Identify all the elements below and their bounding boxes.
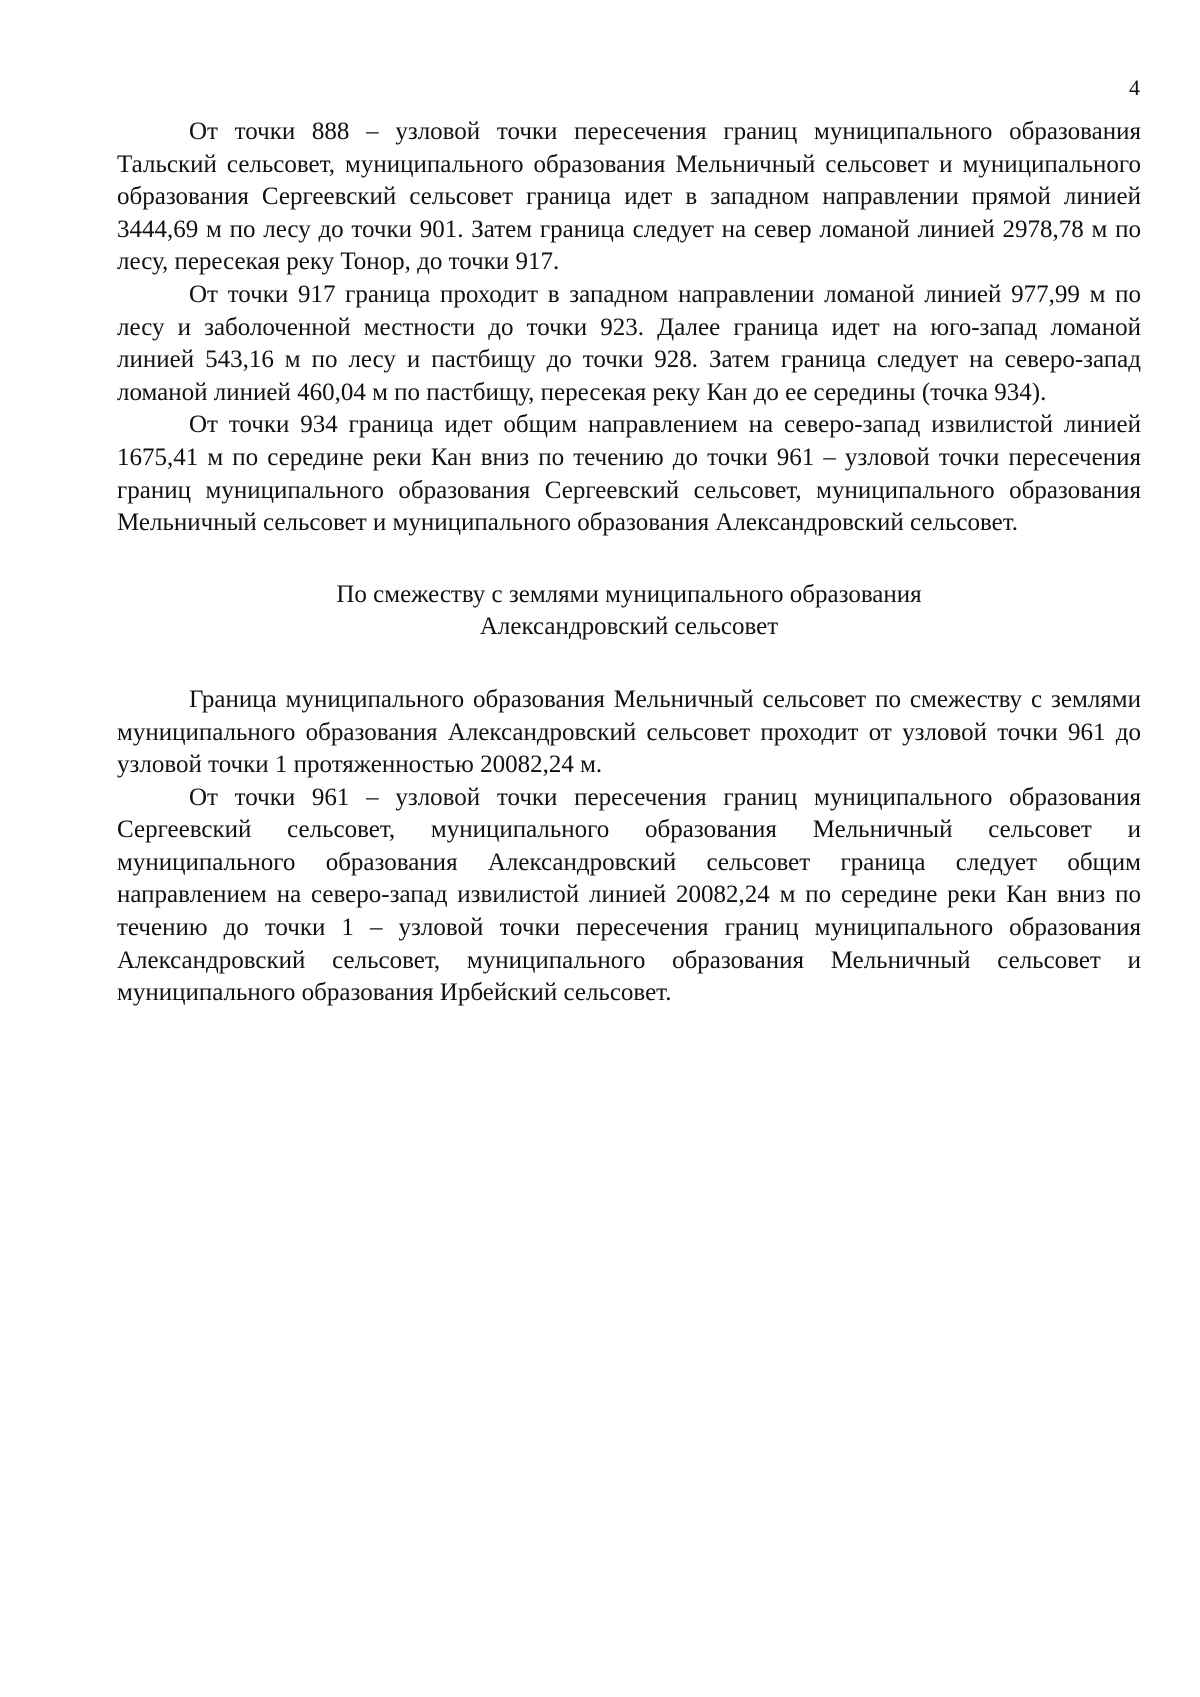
paragraph: От точки 888 – узловой точки пересечения границ муниципального образования Тальский сельсовет, муниципального образования Мельничный сельсовет и муниципального образования Сергеевский сельсовет граница идет в западном направлении прямой линией 3444,69 м по лесу до точки 901. Затем граница следует на север ломаной линией 2978,78 м по лесу, пересекая реку Тонор, до точки 917. xyxy=(117,118,1141,276)
paragraph: От точки 934 граница идет общим направлением на северо-запад извилистой линией 1675,41 м по середине реки Кан вниз по течению до точки 961 – узловой точки пересечения границ муниципального образования Сергеевский сельсовет, муниципального образования Мельничный сельсовет и муниципального образования Александровский сельсовет. xyxy=(117,411,1141,537)
paragraph: От точки 961 – узловой точки пересечения границ муниципального образования Сергеевский сельсовет, муниципального образования Мельничный сельсовет и муниципального образования Александровский сельсовет граница следует общим направлением на северо-запад извилистой линией 20082,24 м по середине реки Кан вниз по течению до точки 1 – узловой точки пересечения границ муниципального образования Александровский сельсовет, муниципального образования Мельничный сельсовет и муниципального образования Ирбейский сельсовет. xyxy=(117,783,1141,1007)
section-heading-line: По смежеству с землями муниципального образования xyxy=(336,580,922,608)
document-body xyxy=(117,116,1141,1010)
section-heading-line: Александровский сельсовет xyxy=(479,613,779,641)
paragraph: Граница муниципального образования Мельничный сельсовет по смежеству с землями муниципального образования Александровский сельсовет проходит от узловой точки 961 до узловой точки 1 протяженностью 20082,24 м. xyxy=(117,685,1141,779)
paragraph: От точки 917 граница проходит в западном направлении ломаной линией 977,99 м по лесу и заболоченной местности до точки 923. Далее граница идет на юго-запад ломаной линией 543,16 м по лесу и пастбищу до точки 928. Затем граница следует на северо-запад ломаной линией 460,04 м по пастбищу, пересекая реку Кан до ее середины (точка 934). xyxy=(117,280,1141,406)
page-number: 4 xyxy=(1129,75,1140,100)
section-heading xyxy=(117,579,1141,644)
